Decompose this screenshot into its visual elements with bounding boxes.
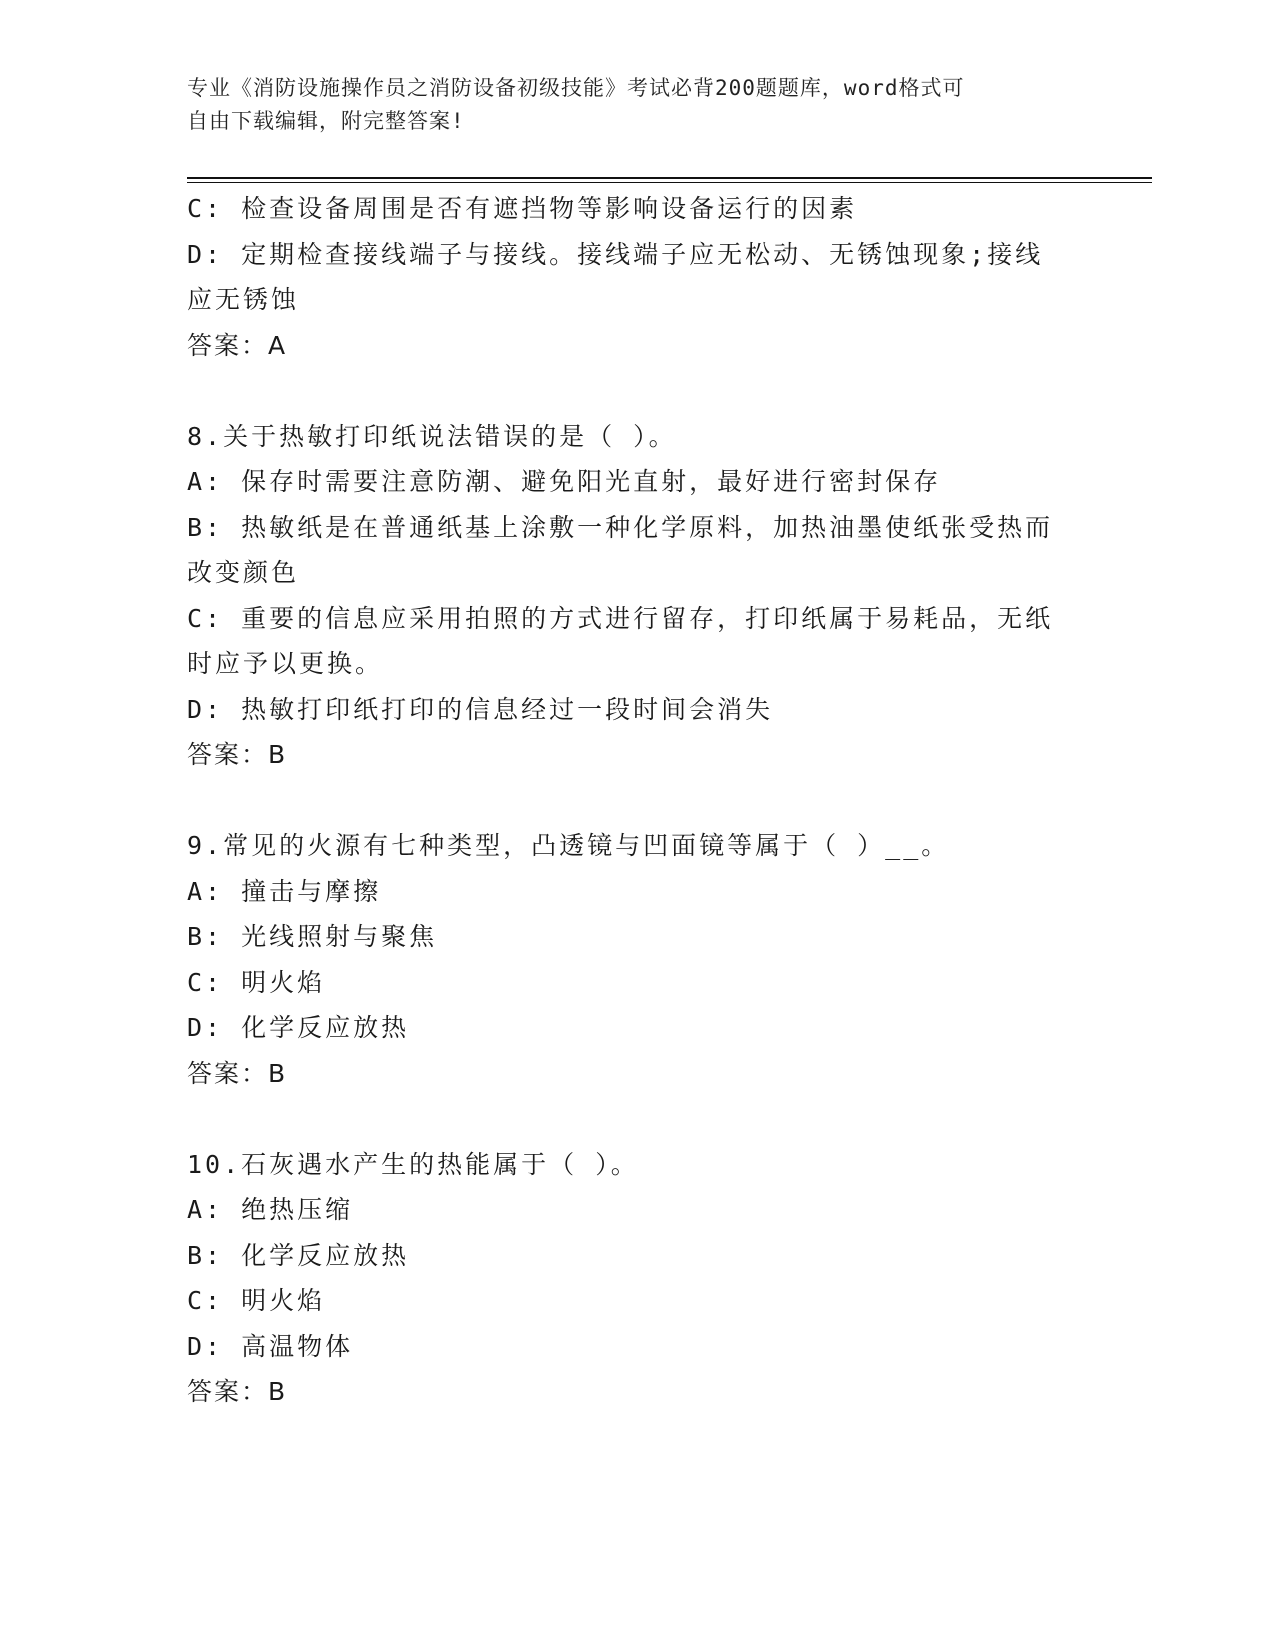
option-a: A: 撞击与摩擦 [187,876,382,906]
option-c: C: 明火焰 [187,1286,326,1315]
option-b: B: 化学反应放热 [187,1240,410,1270]
question-8 [187,414,1087,778]
option-d-continued: 应无锈蚀 [187,285,300,314]
answer: 答案：B [187,1058,288,1088]
answer: 答案：B [187,740,288,769]
option-c: C: 检查设备周围是否有遮挡物等影响设备运行的因素 [187,194,858,223]
question-7-continued [187,186,1087,368]
option-b: B: 光线照射与聚焦 [187,922,438,951]
answer: 答案：A [187,330,288,360]
option-a: A: 保存时需要注意防潮、避免阳光直射，最好进行密封保存 [187,467,942,496]
spacer [187,368,1087,414]
option-d: D: 定期检查接线端子与接线。接线端子应无松动、无锈蚀现象;接线 [187,239,1044,269]
spacer [187,778,1087,824]
option-b-continued: 改变颜色 [187,558,300,587]
header-rule-thick [187,177,1152,179]
page-header [187,72,1067,138]
option-b: B: 热敏纸是在普通纸基上涂敷一种化学原料，加热油墨使纸张受热而 [187,512,1054,542]
option-c-continued: 时应予以更换。 [187,649,384,678]
question-10 [187,1142,1087,1415]
header-rule-thin [187,182,1152,183]
question-list [187,186,1087,1415]
option-c: C: 明火焰 [187,967,326,997]
header-line-2: 自由下载编辑，附完整答案! [187,109,465,133]
option-c: C: 重要的信息应采用拍照的方式进行留存，打印纸属于易耗品，无纸 [187,603,1054,633]
option-d: D: 化学反应放热 [187,1013,410,1042]
question-9 [187,823,1087,1096]
option-d: D: 热敏打印纸打印的信息经过一段时间会消失 [187,694,774,724]
option-a: A: 绝热压缩 [187,1195,354,1224]
option-d: D: 高温物体 [187,1331,354,1361]
question-stem: 8.关于热敏打印纸说法错误的是（ ）。 [187,421,677,451]
header-line-1: 专业《消防设施操作员之消防设备初级技能》考试必背200题题库，word格式可 [187,76,965,100]
question-stem: 9.常见的火源有七种类型，凸透镜与凹面镜等属于（ ）__。 [187,831,950,860]
answer: 答案：B [187,1377,288,1406]
question-stem: 10.石灰遇水产生的热能属于（ ）。 [187,1149,639,1179]
spacer [187,1096,1087,1142]
